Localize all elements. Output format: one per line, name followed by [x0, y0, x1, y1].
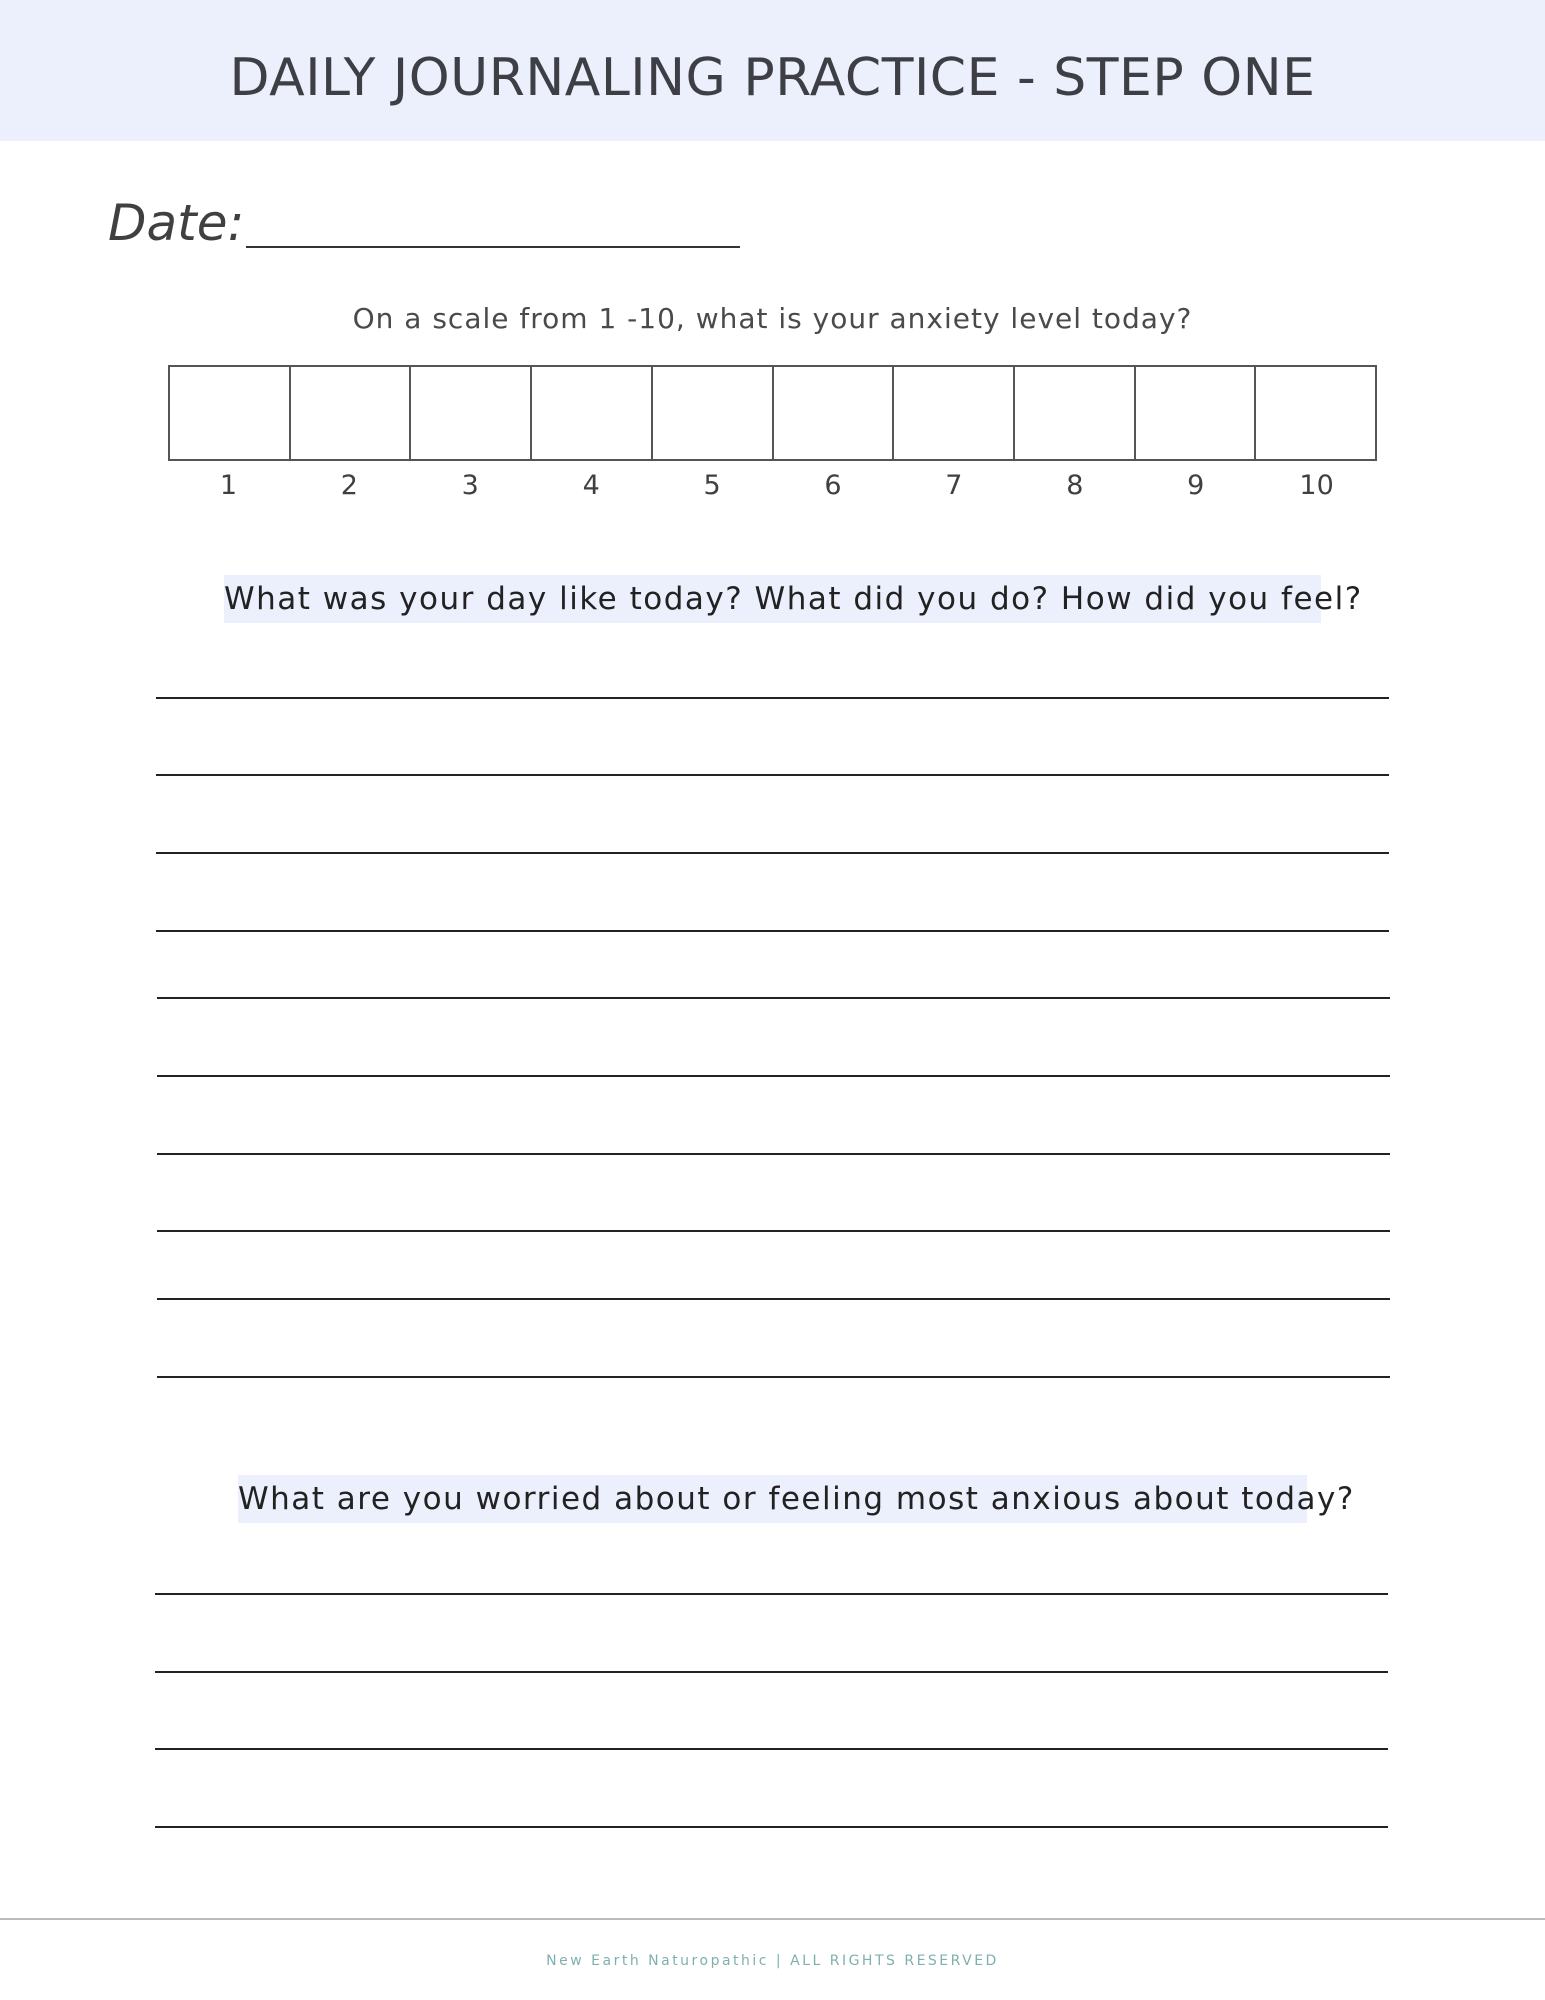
anxiety-scale-box-5[interactable]: [653, 367, 774, 459]
prompt-worries: What are you worried about or feeling most anxious about today?: [238, 1475, 1307, 1523]
answer-line-day-1[interactable]: [156, 697, 1389, 699]
answer-line-worry-3[interactable]: [155, 1748, 1388, 1750]
answer-line-day-5[interactable]: [157, 997, 1390, 999]
answer-line-day-3[interactable]: [156, 852, 1389, 854]
anxiety-scale: [168, 365, 1377, 461]
scale-label-6: 6: [824, 470, 842, 501]
scale-label-1: 1: [219, 470, 238, 501]
anxiety-scale-box-10[interactable]: [1256, 367, 1375, 459]
answer-line-worry-4[interactable]: [155, 1826, 1388, 1828]
answer-line-day-9[interactable]: [157, 1298, 1390, 1300]
prompt-day-summary: What was your day like today? What did you do? How did you feel?: [224, 575, 1321, 623]
scale-label-9: 9: [1187, 470, 1205, 501]
answer-line-day-7[interactable]: [157, 1153, 1390, 1155]
anxiety-scale-box-2[interactable]: [291, 367, 412, 459]
scale-label-5: 5: [703, 470, 721, 501]
date-field[interactable]: [246, 246, 740, 248]
anxiety-scale-box-9[interactable]: [1136, 367, 1257, 459]
page-title: DAILY JOURNALING PRACTICE - STEP ONE: [229, 48, 1316, 108]
scale-label-2: 2: [340, 470, 358, 501]
anxiety-scale-question: On a scale from 1 -10, what is your anxiety level today?: [352, 302, 1193, 335]
anxiety-scale-box-7[interactable]: [894, 367, 1015, 459]
anxiety-scale-box-4[interactable]: [532, 367, 653, 459]
answer-line-day-2[interactable]: [156, 774, 1389, 776]
anxiety-scale-box-1[interactable]: [170, 367, 291, 459]
answer-line-day-6[interactable]: [157, 1075, 1390, 1077]
date-label: Date:: [108, 194, 245, 252]
scale-label-7: 7: [945, 470, 963, 501]
answer-line-day-8[interactable]: [157, 1230, 1390, 1232]
anxiety-scale-box-6[interactable]: [774, 367, 895, 459]
scale-label-8: 8: [1066, 470, 1084, 501]
answer-line-day-10[interactable]: [157, 1376, 1390, 1378]
answer-line-worry-1[interactable]: [155, 1593, 1388, 1595]
scale-label-10: 10: [1299, 470, 1334, 501]
footer-copyright: New Earth Naturopathic | ALL RIGHTS RESERVED: [546, 1953, 999, 1969]
anxiety-scale-box-3[interactable]: [411, 367, 532, 459]
answer-line-worry-2[interactable]: [155, 1671, 1388, 1673]
anxiety-scale-labels: [168, 466, 1377, 506]
anxiety-scale-box-8[interactable]: [1015, 367, 1136, 459]
scale-label-4: 4: [582, 470, 600, 501]
scale-label-3: 3: [461, 470, 479, 501]
answer-line-day-4[interactable]: [156, 930, 1389, 932]
footer-divider: [0, 1918, 1545, 1920]
